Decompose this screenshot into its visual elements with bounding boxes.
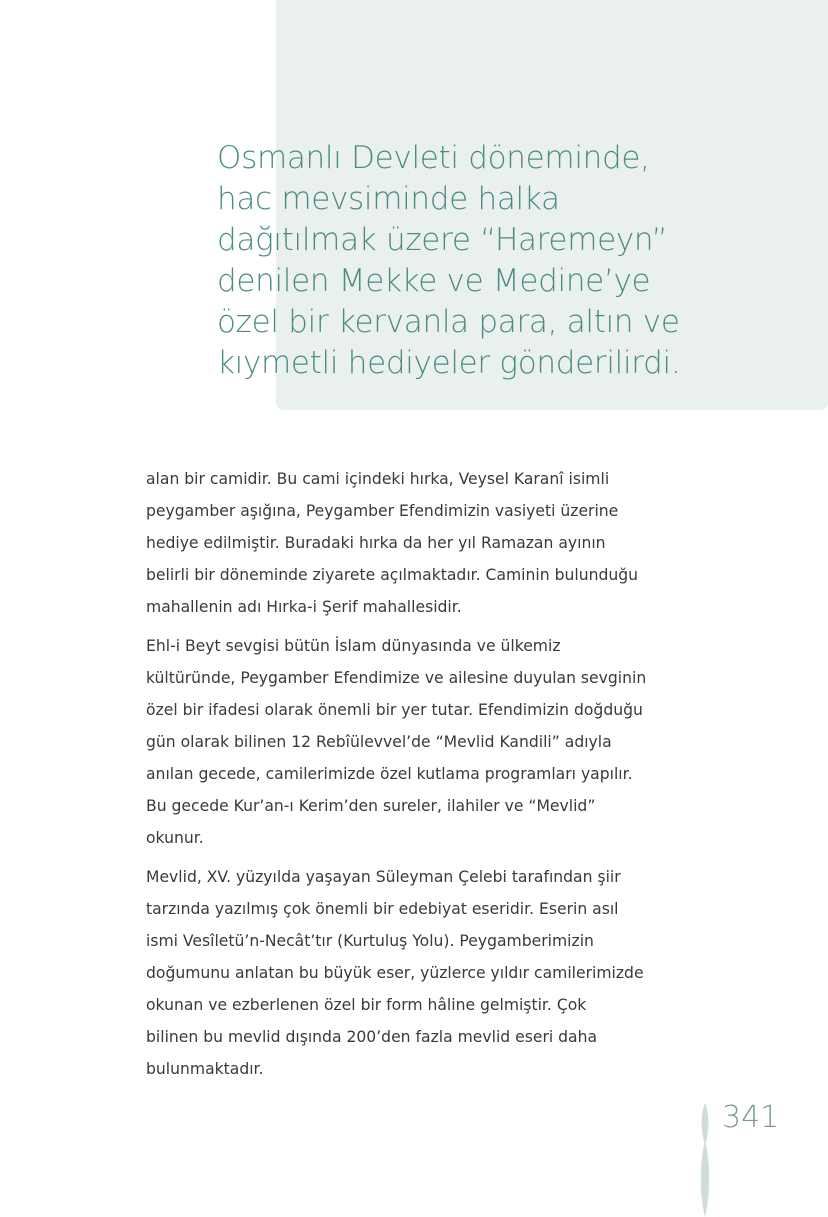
text-line: peygamber aşığına, Peygamber Efendimizin vasiyeti üzerine: [146, 502, 619, 520]
pull-quote: [217, 138, 680, 384]
text-line: Bu gecede Kur’an-ı Kerim’den sureler, ilahiler ve “Mevlid”: [146, 797, 596, 815]
text-line: tarzında yazılmış çok önemli bir edebiyat eseridir. Eserin asıl: [146, 900, 619, 918]
paragraph: [146, 630, 716, 854]
text-line: okunan ve ezberlenen özel bir form hâline gelmiştir. Çok: [146, 996, 587, 1014]
paragraph: [146, 463, 716, 623]
pull-quote-line: hac mevsiminde halka: [217, 181, 560, 217]
text-line: belirli bir döneminde ziyarete açılmaktadır. Caminin bulunduğu: [146, 566, 639, 584]
pull-quote-line: denilen Mekke ve Medine’ye: [217, 263, 651, 299]
text-line: özel bir ifadesi olarak önemli bir yer tutar. Efendimizin doğduğu: [146, 701, 643, 719]
text-line: hediye edilmiştir. Buradaki hırka da her yıl Ramazan ayının: [146, 534, 606, 552]
text-line: Ehl-i Beyt sevgisi bütün İslam dünyasında ve ülkemiz: [146, 637, 561, 655]
page-number: 341: [722, 1100, 780, 1135]
pull-quote-line: dağıtılmak üzere “Haremeyn”: [217, 222, 668, 258]
text-line: doğumunu anlatan bu büyük eser, yüzlerce yıldır camilerimizde: [146, 964, 644, 982]
text-line: Mevlid, XV. yüzyılda yaşayan Süleyman Çelebi tarafından şiir: [146, 868, 621, 886]
page-ornament-icon: [697, 1103, 713, 1217]
text-line: mahallenin adı Hırka-i Şerif mahallesidir.: [146, 598, 462, 616]
text-line: gün olarak bilinen 12 Rebîülevvel’de “Mevlid Kandili” adıyla: [146, 733, 612, 751]
text-line: kültüründe, Peygamber Efendimize ve ailesine duyulan sevginin: [146, 669, 647, 687]
text-line: alan bir camidir. Bu cami içindeki hırka, Veysel Karanî isimli: [146, 470, 610, 488]
pull-quote-line: kıymetli hediyeler gönderilirdi.: [217, 345, 681, 381]
body-text: [146, 463, 716, 1092]
text-line: anılan gecede, camilerimizde özel kutlama programları yapılır.: [146, 765, 633, 783]
text-line: bilinen bu mevlid dışında 200’den fazla mevlid eseri daha: [146, 1028, 598, 1046]
text-line: okunur.: [146, 829, 204, 847]
text-line: bulunmaktadır.: [146, 1060, 264, 1078]
text-line: ismi Vesîletü’n-Necât’tır (Kurtuluş Yolu). Peygamberimizin: [146, 932, 594, 950]
paragraph: [146, 861, 716, 1085]
pull-quote-line: özel bir kervanla para, altın ve: [217, 304, 680, 340]
pull-quote-line: Osmanlı Devleti döneminde,: [217, 140, 650, 176]
